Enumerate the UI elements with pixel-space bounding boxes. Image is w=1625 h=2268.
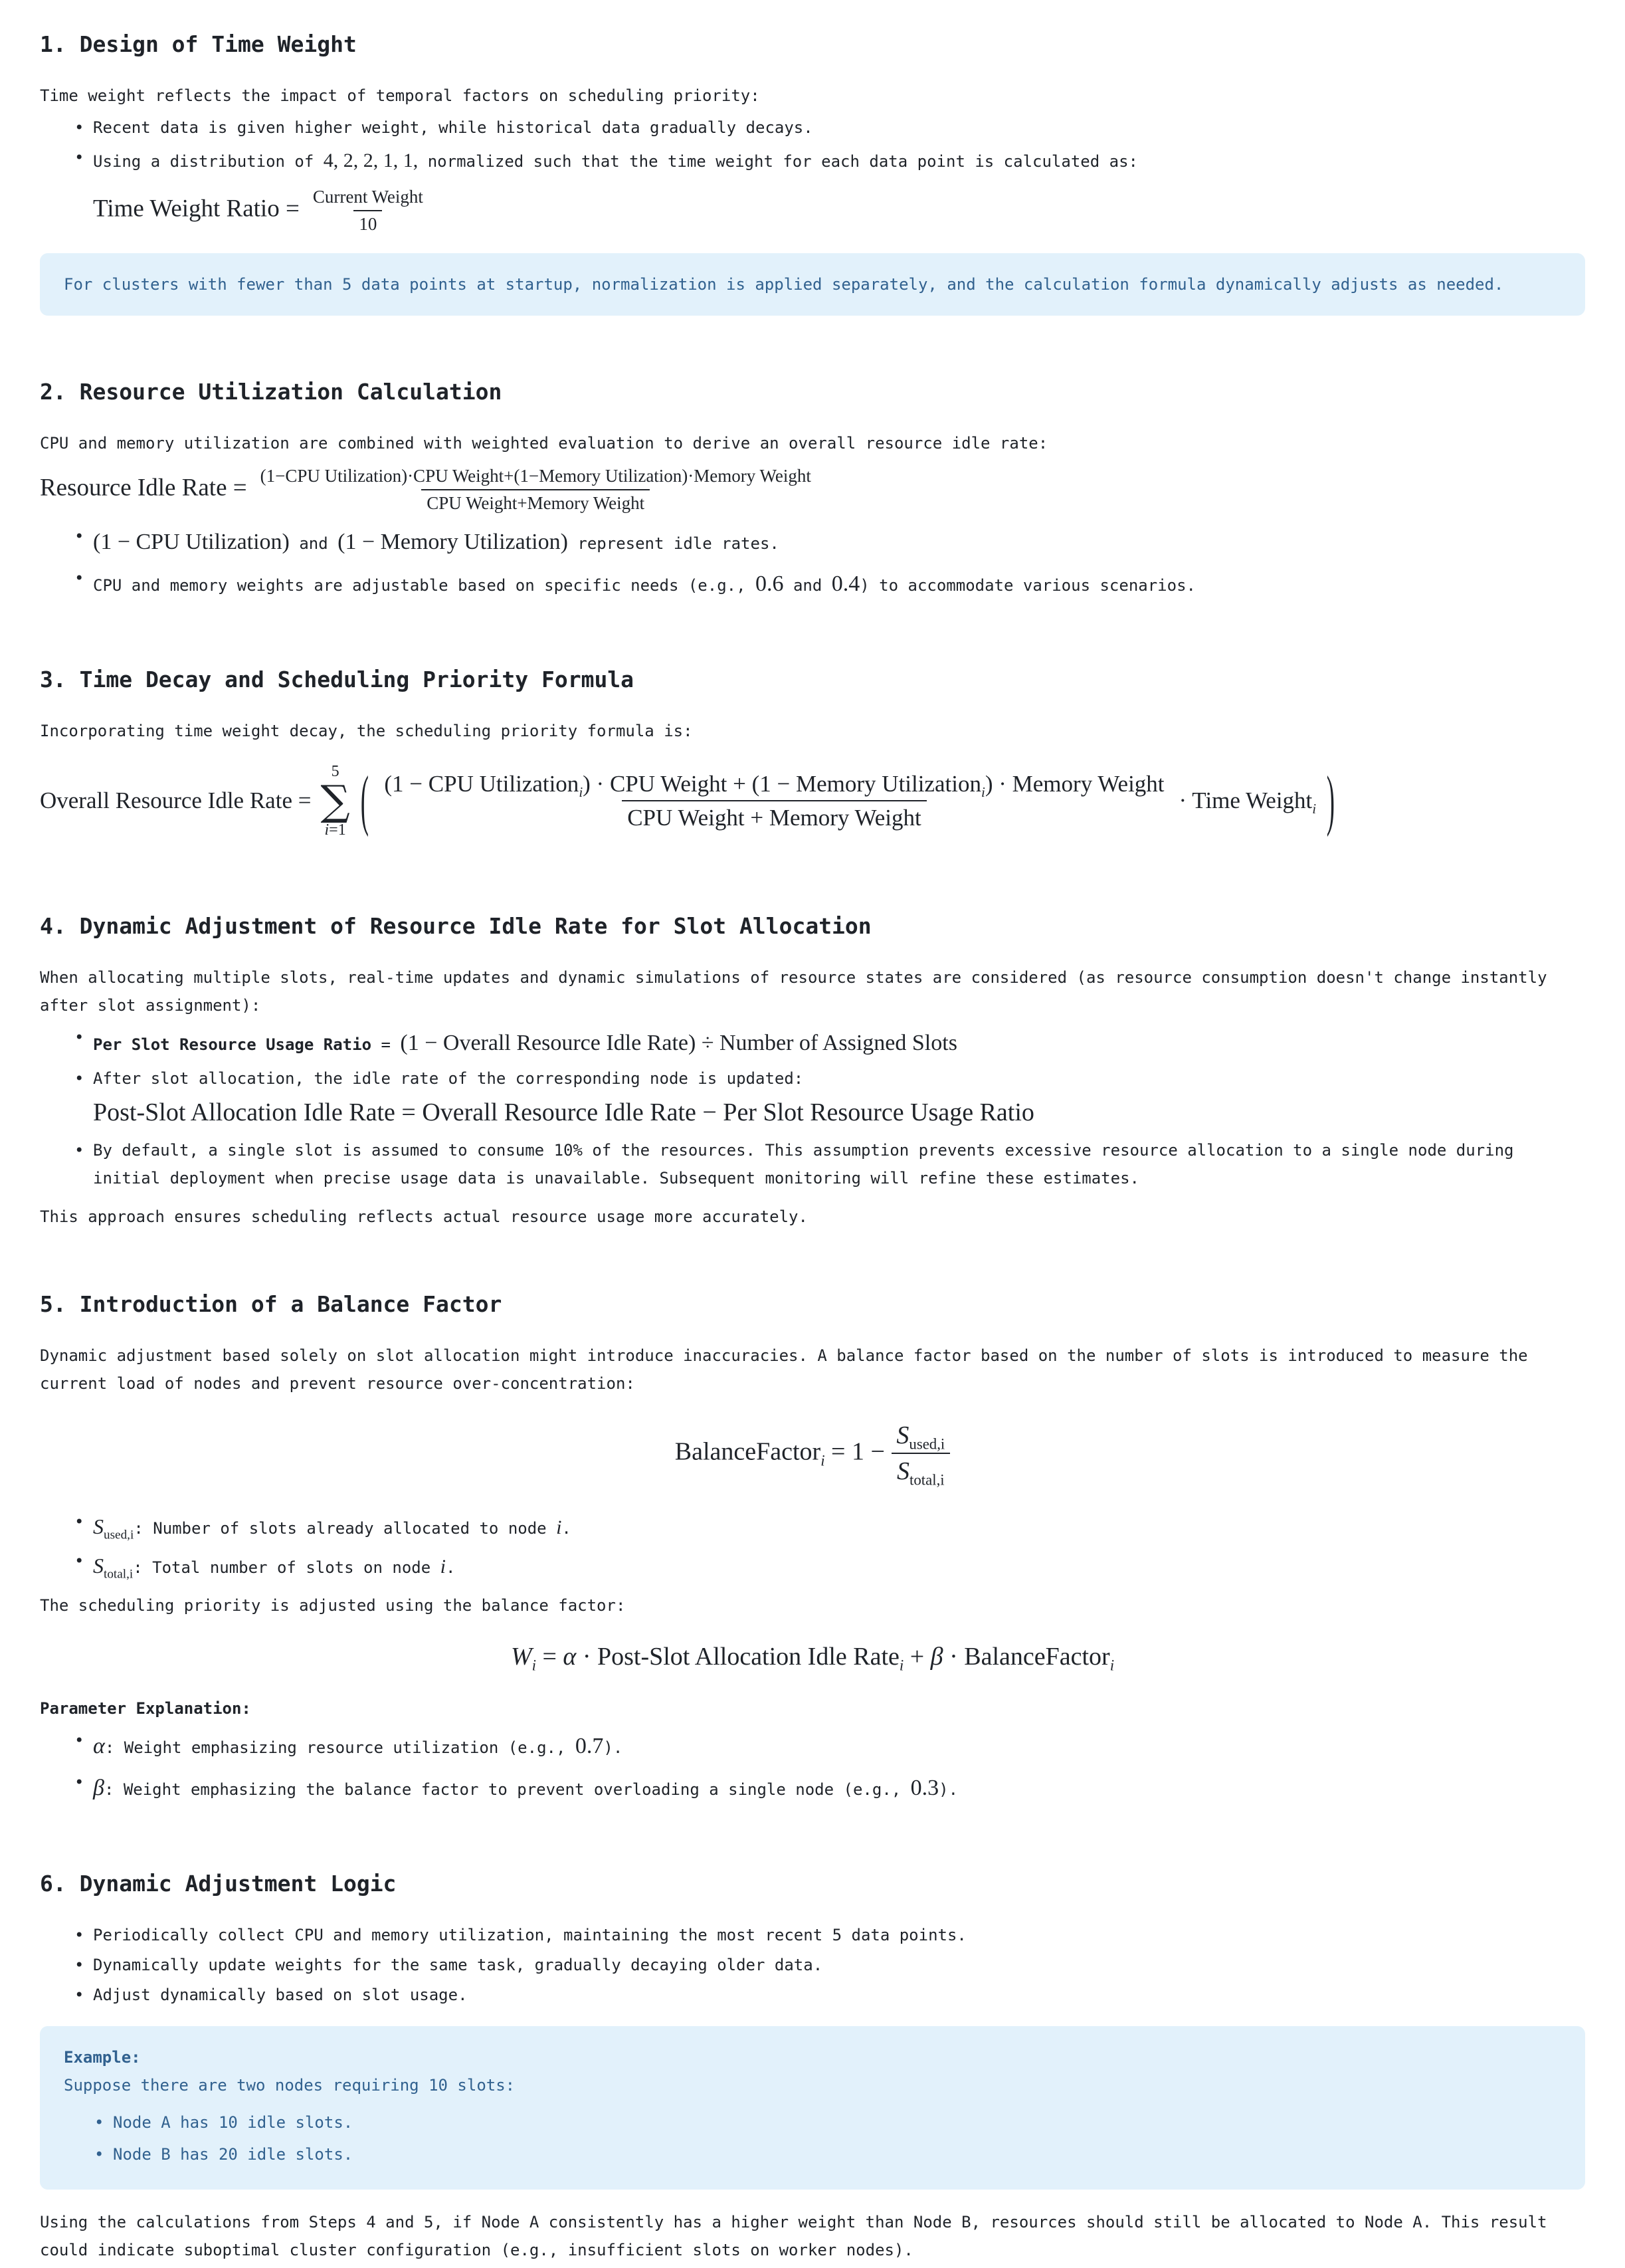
list-item: • Per Slot Resource Usage Ratio = (1 − Overall Resource Idle Rate) ÷ Number of Assigned Slots [70,1023,1585,1063]
section-5-heading: 5. Introduction of a Balance Factor [40,1290,502,1317]
summation-symbol: 5 ∑ i=1 [320,763,350,839]
variable-i: i [556,1516,562,1538]
inline-math-distribution: 4, 2, 2, 1, 1, [323,149,419,171]
bullet-list [40,1726,1585,1807]
section-resource-utilization [40,378,1585,610]
bullet-list [40,1508,1585,1585]
bullet-list [40,1921,1585,2009]
inline-math-cpu-idle: (1 − CPU Utilization) [93,530,290,555]
section-1-heading: 1. Design of Time Weight [40,31,357,57]
formula-fraction: (1 − CPU Utilization$_i$) · CPU Weight + (1 − Memory Utilization$_i$) · Memory Weight CPU Weight + Memory Weight [379,770,1169,833]
formula-lhs: Overall Resource Idle Rate = [40,787,312,814]
section-3-intro: Incorporating time weight decay, the scheduling priority formula is: [40,722,693,741]
example-label: Example: [64,2047,141,2067]
parameter-explanation-label: Parameter Explanation: [40,1699,251,1718]
bullet-list [40,522,1585,603]
list-item: • β: Weight emphasizing the balance factor to prevent overloading a single node (e.g., 0.3). [70,1768,1585,1808]
section-4-intro: When allocating multiple slots, real-time updates and dynamic simulations of resource states are considered (as resource consumption doesn't change instantly after slot assignment): [40,968,1547,1015]
variable-i: i [440,1556,446,1578]
formula-post-slot-idle-rate: Post-Slot Allocation Idle Rate = Overall Resource Idle Rate − Per Slot Resource Usage Ratio [93,1098,1034,1127]
section-dynamic-adjustment-slots [40,912,1585,1235]
variable-beta: β [93,1775,104,1800]
inline-math-per-slot: (1 − Overall Resource Idle Rate) ÷ Number of Assigned Slots [400,1030,957,1055]
inline-math-mem-idle: (1 − Memory Utilization) [337,530,568,555]
bullet-list [40,1023,1585,1192]
list-item: • Recent data is given higher weight, while historical data gradually decays. [70,114,1585,142]
list-item: • (1 − CPU Utilization) and (1 − Memory Utilization) represent idle rates. [70,522,1585,562]
list-item: • After slot allocation, the idle rate of the corresponding node is updated: Post-Slot Allocation Idle Rate = Overall Resource Idle Rate − Per Slot Resource Usage Ratio [70,1065,1585,1129]
list-item: • CPU and memory weights are adjustable based on specific needs (e.g., 0.6 and 0.4) to accommodate various scenarios. [70,564,1585,604]
formula-overall-idle-rate [40,764,1585,838]
section-time-weight [40,31,1585,322]
list-item: • $S_{used,i}$: Number of slots already allocated to node i. [70,1508,1585,1546]
list-item: • Node A has 10 idle slots. [90,2109,1561,2136]
formula-balance-factor: BalanceFactor$_i$ = 1 − $\frac{S_{used,i}}{S_{total,i}}$ [40,1420,1585,1488]
section-2-heading: 2. Resource Utilization Calculation [40,378,502,405]
list-item: • Dynamically update weights for the same task, gradually decaying older data. [70,1951,1585,1979]
list-item: • Adjust dynamically based on slot usage. [70,1981,1585,2009]
bullet-list [40,114,1585,236]
right-paren: ) [1326,762,1335,838]
section-5-intro: Dynamic adjustment based solely on slot allocation might introduce inaccuracies. A balance factor based on the number of slots is introduced to measure the current load of nodes and prevent resource over-concentration: [40,1346,1528,1393]
list-item: • Using a distribution of 4, 2, 2, 1, 1, normalized such that the time weight for each data point is calculated as: Time Weight Ratio = $\frac{\text{Current Weight}}{10}$ [70,144,1585,236]
list-item: • Periodically collect CPU and memory utilization, maintaining the most recent 5 data points. [70,1921,1585,1949]
formula-time-weight-ratio: Time Weight Ratio = $\frac{\text{Current Weight}}{10}$ [93,186,1585,236]
term-per-slot-ratio: Per Slot Resource Usage Ratio [93,1035,372,1054]
section-4-outro: This approach ensures scheduling reflects actual resource usage more accurately. [40,1207,808,1226]
list-item: • α: Weight emphasizing resource utilization (e.g., 0.7). [70,1726,1585,1766]
formula-weight: $W_i = \alpha$ · Post-Slot Allocation Idle Rate$_i$ + β · BalanceFactor$_i$ [510,1642,1115,1674]
section-5-mid: The scheduling priority is adjusted using the balance factor: [40,1596,626,1615]
list-item: • $S_{total,i}$: Total number of slots on node i. [70,1547,1585,1585]
section-2-intro: CPU and memory utilization are combined with weighted evaluation to derive an overall resource idle rate: [40,433,1048,453]
section-3-heading: 3. Time Decay and Scheduling Priority Formula [40,667,634,693]
section-time-decay-formula [40,666,1585,857]
formula-resource-idle-rate: Resource Idle Rate = (1−CPU Utilization)·CPU Weight+(1−Memory Utilization)·Memory Weight CPU Weight+Memory Weight [40,465,1585,515]
variable-alpha: α [93,1734,105,1759]
section-balance-factor [40,1290,1585,1814]
section-dynamic-adjustment-logic [40,1870,1585,2268]
list-item: • Node B has 20 idle slots. [90,2140,1561,2168]
example-box [40,2026,1585,2190]
example-intro: Suppose there are two nodes requiring 10 slots: [64,2075,516,2095]
info-box-text: For clusters with fewer than 5 data points at startup, normalization is applied separately, and the calculation formula dynamically adjusts as needed. [64,274,1504,294]
inline-math-weight-06: 0.6 [755,571,784,596]
info-box [40,253,1585,316]
example-bullet-list [64,2109,1561,2168]
section-6-outro: Using the calculations from Steps 4 and 5, if Node A consistently has a higher weight than Node B, resources should still be allocated to Node A. This result could indicate suboptimal cluster configuration (e.g., insufficient slots on worker nodes). [40,2212,1547,2259]
inline-math-weight-04: 0.4 [831,571,860,596]
list-item: • By default, a single slot is assumed to consume 10% of the resources. This assumption prevents excessive resource allocation to a single node during initial deployment when precise usage data is unavailable. Subsequent monitoring will refine these estimates. [70,1136,1585,1192]
left-paren: ( [360,762,369,838]
section-6-heading: 6. Dynamic Adjustment Logic [40,1871,397,1897]
section-1-intro: Time weight reflects the impact of temporal factors on scheduling priority: [40,86,760,105]
formula-tail: · Time Weight$_i$ [1179,787,1317,817]
section-4-heading: 4. Dynamic Adjustment of Resource Idle Rate for Slot Allocation [40,912,872,939]
